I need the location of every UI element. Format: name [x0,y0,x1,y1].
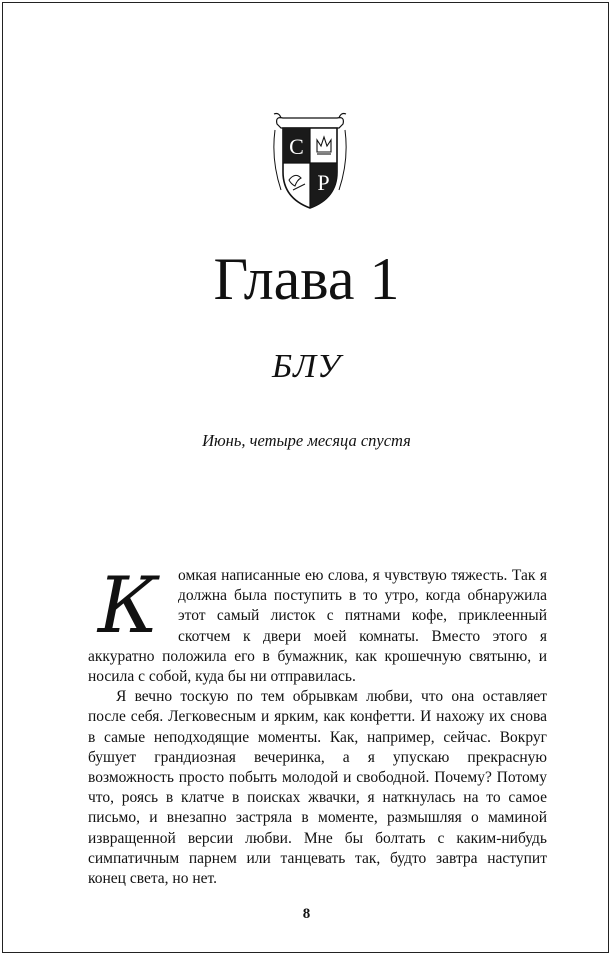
paragraph-2: Я вечно тоскую по тем обрывкам любви, что она оставляет после себя. Легковесным и ярким, как конфетти. И нахожу их снова в самые неподходящие моменты. Как, например, сейчас. Вокруг бушует грандиозная вечеринка, а я упускаю прекрасную возможность просто побыть молодой и свободной. Почему? Потому что, роясь в клатче в поисках жвачки, я наткнулась на то самое письмо, и внезапно застряла в моменте, размышляя о маминой извращенной версии любви. Мне бы болтать с каким-нибудь симпатичным парнем или танцевать так, будто завтра наступит конец света, но нет. [88,688,547,888]
crest-letter-p: P [317,170,330,195]
chapter-title: Глава 1 [213,246,400,312]
page-number: 8 [302,906,311,922]
crest-letter-c: C [289,134,304,159]
dropcap-spacer [88,522,547,566]
drop-cap-letter: К [97,561,159,651]
paragraph-1-text: омкая написанные ею слова, я чувствую тяжесть. Так я должна была поступить в то утро, когда обнаружила этот самый листок с пятнами кофе, приклеенный скотчем к двери моей комнаты. Вместо этого я аккуратно положила его в бумажник, как крошечную святыню, и носила с собой, куда бы ни отправилась. [88,567,547,686]
paragraph-1 [88,522,547,687]
chapter-subtitle-character: БЛУ [272,348,341,385]
crest-shield-icon [271,110,349,212]
chapter-body [88,522,547,889]
chapter-time-note: Июнь, четыре месяца спустя [202,431,411,450]
